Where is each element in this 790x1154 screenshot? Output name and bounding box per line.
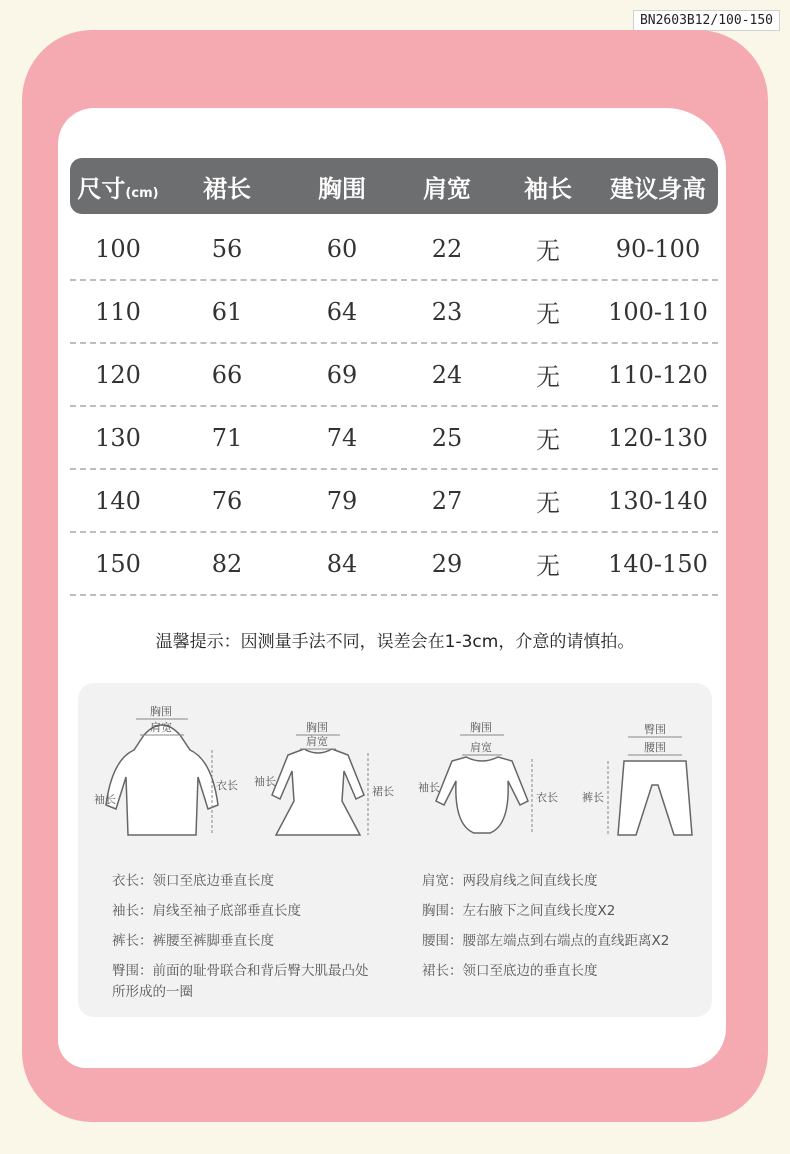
table-header: [70, 158, 718, 214]
product-code: BN2603B12/100-150: [633, 10, 780, 31]
romper-chest-label: 胸围: [470, 721, 492, 734]
def-hip: 臀围：前面的耻骨联合和背后臀大肌最凸处: [112, 962, 369, 979]
header-height: 建议身高: [610, 174, 706, 203]
dress-sleeve-label: 袖长: [254, 775, 276, 788]
def-dress-length: 裙长：领口至底边的垂直长度: [422, 962, 598, 979]
jacket-length-label: 衣长: [216, 779, 238, 792]
header-sleeve: 袖长: [524, 174, 572, 203]
definitions-right: [422, 871, 669, 982]
dress-shoulder-label: 肩宽: [306, 735, 328, 748]
romper-shoulder-label: 肩宽: [470, 741, 492, 754]
jacket-diagram-icon: [92, 705, 238, 845]
table-row: 100 56 60 22 无 90-100: [70, 218, 718, 281]
romper-sleeve-label: 袖长: [418, 781, 440, 794]
pants-diagram-icon: [578, 705, 708, 845]
pants-length-label: 裤长: [582, 791, 604, 804]
header-size: 尺寸(cm): [77, 174, 159, 203]
romper-diagram-icon: [412, 705, 558, 845]
pants-waist-label: 腰围: [644, 741, 666, 754]
table-row: 110 61 64 23 无 100-110: [70, 281, 718, 344]
def-garment-length: 衣长：领口至底边垂直长度: [112, 873, 274, 889]
table-row: 150 82 84 29 无 140-150: [70, 533, 718, 596]
def-hip-cont: 所形成的一圈: [112, 983, 193, 1000]
header-chest: 胸围: [318, 174, 366, 203]
measurement-guide: [78, 683, 712, 1017]
def-shoulder: 肩宽：两段肩线之间直线长度: [422, 873, 598, 889]
table-row: 130 71 74 25 无 120-130: [70, 407, 718, 470]
header-shoulder: 肩宽: [423, 174, 471, 203]
jacket-chest-label: 胸围: [150, 705, 172, 718]
dress-length-label: 裙长: [372, 785, 394, 798]
header-dress-length: 裙长: [203, 174, 251, 203]
table-row: 120 66 69 24 无 110-120: [70, 344, 718, 407]
dress-chest-label: 胸围: [306, 721, 328, 734]
def-pants-length: 裤长：裤腰至裤脚垂直长度: [112, 932, 274, 949]
def-sleeve-length: 袖长：肩线至袖子底部垂直长度: [112, 902, 301, 919]
measurement-tip: 温馨提示：因测量手法不同，误差会在1-3cm，介意的请慎拍。: [155, 632, 635, 652]
dress-diagram-icon: [248, 705, 394, 845]
pants-hip-label: 臀围: [644, 723, 666, 736]
size-table: [70, 158, 718, 596]
jacket-sleeve-label: 袖长: [94, 793, 116, 806]
jacket-shoulder-label: 肩宽: [150, 721, 172, 734]
def-waist: 腰围：腰部左端点到右端点的直线距离X2: [422, 932, 670, 949]
def-chest: 胸围：左右腋下之间直线长度X2: [422, 902, 616, 919]
table-row: 140 76 79 27 无 130-140: [70, 470, 718, 533]
romper-length-label: 衣长: [536, 791, 558, 804]
definitions-left: [112, 871, 369, 1003]
